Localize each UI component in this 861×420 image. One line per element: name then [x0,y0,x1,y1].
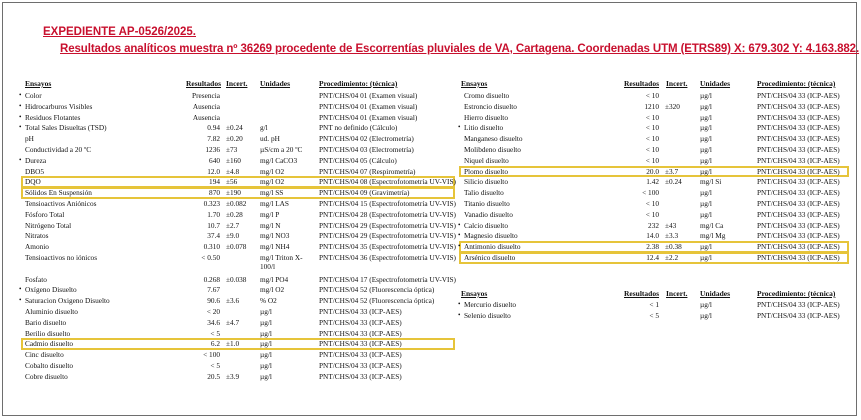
uncertainty-value: ±0.038 [226,274,247,284]
analyte-name: Color [25,91,42,100]
bullet-marker: • [458,300,461,308]
uncertainty-value: ±3.3 [665,231,679,241]
analyte-name: Arsénico disuelto [464,253,516,262]
bullet-marker: • [19,296,22,305]
unit-value: mg/l O2 [260,285,285,295]
result-value: 14.0 [646,231,659,241]
result-value: 1236 [205,145,220,154]
bullet-marker: • [19,155,22,164]
result-value: < 5 [649,311,659,320]
bullet-marker: • [19,101,22,110]
analyte-name: Niquel disuelto [464,155,509,165]
procedure-value: PNT/CHS/04 02 (Electrometría) [319,134,414,144]
result-value: 2.38 [646,242,659,252]
bullet-marker: • [458,242,461,251]
analyte-name: Amonio [25,242,49,252]
uncertainty-value: ±43 [665,220,677,230]
unit-value: µg/l [700,188,712,198]
analyte-name: Antimonio disuelto [464,242,521,252]
result-value: < 100 [203,350,220,360]
uncertainty-value: ±4.7 [226,317,240,327]
analyte-name: Sólidos En Suspensión [25,188,92,198]
analyte-name: Talio disuelto [464,188,504,198]
procedure-value: PNT/CHS/04 36 (Espectrofotometría UV-VIS) [319,253,456,262]
analyte-name: Conductividad a 20 ºC [25,145,92,154]
uncertainty-value: ±160 [226,155,241,165]
analyte-name: Titanio disuelto [464,199,510,208]
procedure-value: PNT/CHS/04 01 (Examen visual) [319,101,418,111]
bullet-marker: • [19,123,22,132]
bullet-marker: • [19,112,22,121]
analyte-name: Total Sales Disueltas (TSD) [25,123,107,133]
uncertainty-value: ±4.8 [226,166,240,176]
result-value: 0.94 [207,123,220,133]
uncertainty-value: ±2.7 [226,220,240,230]
analyte-name: Hidrocarburos Visibles [25,101,93,111]
left-header-resultados: Resultados [186,79,222,88]
right-header-unidades: Unidades [700,79,731,88]
document-frame [2,2,860,416]
procedure-value: PNT/CHS/04 17 (Espectrofotometría UV-VIS) [319,274,456,284]
unit-value: mg/l PO4 [260,274,289,284]
result-value: < 10 [645,134,659,144]
procedure-value: PNT/CHS/04 33 (ICP-AES) [757,220,840,230]
procedure-value: PNT/CHS/04 33 (ICP-AES) [319,328,402,338]
result-value: 12.4 [646,253,659,262]
procedure-value: PNT/CHS/04 15 (Espectrofotometría UV-VIS) [319,199,456,208]
procedure-value: PNT/CHS/04 33 (ICP-AES) [757,231,840,241]
result-value: < 10 [645,209,659,219]
analyte-name: Residuos Flotantes [25,112,81,122]
result-value: 90.6 [207,296,220,306]
analyte-name: DQO [25,177,41,187]
analyte-name: Aluminio disuelto [25,307,78,316]
analyte-name: Selenio disuelto [464,311,511,320]
uncertainty-value: ±320 [665,101,680,111]
procedure-value: PNT/CHS/04 33 (ICP-AES) [757,166,840,176]
analyte-name: Magnesio disuelto [464,231,518,241]
uncertainty-value: ±190 [226,188,241,198]
analyte-name: Fósforo Total [25,209,65,219]
procedure-value: PNT/CHS/04 07 (Respirometría) [319,166,416,176]
procedure-value: PNT/CHS/04 33 (ICP-AES) [757,177,840,187]
analyte-name: Cromo disuelto [464,91,510,100]
analyte-name: Cobre disuelto [25,371,68,381]
analyte-name: Dureza [25,155,47,165]
unit-value: µg/l [260,328,272,338]
bullet-marker: • [458,231,461,240]
unit-value: µg/l [260,361,272,370]
unit-value: mg/l O2 [260,177,285,187]
unit-value: mg/l P [260,209,280,219]
uncertainty-value: ±0.38 [665,242,682,252]
uncertainty-value: ±3.7 [665,166,679,176]
result-value: Presencia [192,91,220,100]
analyte-name: Estroncio disuelto [464,101,517,111]
procedure-value: PNT/CHS/04 29 (Espectrofotometría UV-VIS) [319,220,456,230]
unit-value: µS/cm a 20 ºC [260,145,303,154]
procedure-value: PNT/CHS/04 29 (Espectrofotometría UV-VIS) [319,231,456,241]
result-value: < 10 [645,91,659,100]
unit-value: µg/l [700,253,712,262]
analyte-name: Silicio disuelto [464,177,508,187]
right-header-incert: Incert. [666,79,688,88]
procedure-value: PNT/CHS/04 33 (ICP-AES) [757,209,840,219]
procedure-value: PNT/CHS/04 33 (ICP-AES) [757,253,840,262]
uncertainty-value: ±9.0 [226,231,240,241]
unit-value: mg/l Mg [700,231,726,241]
sample-subtitle: Resultados analíticos muestra nº 36269 procedente de Escorrentías pluviales de VA, Cartagena. Coordenadas UTM (ETRS89) X: 679.302 Y: 4.163.882. [60,43,860,55]
uncertainty-value: ±0.082 [226,199,247,208]
analyte-name: Vanadio disuelto [464,209,513,219]
procedure-value: PNT/CHS/04 33 (ICP-AES) [757,134,840,144]
unit-value: µg/l [260,307,272,316]
result-value: 7.67 [207,285,220,295]
unit-value: % O2 [260,296,277,306]
result-value: 12.0 [207,166,220,176]
unit-value: µg/l [700,166,712,176]
result-value: 20.5 [207,371,220,381]
unit-value: µg/l [700,300,712,309]
result-value: 870 [209,188,220,198]
unit-value: mg/l Si [700,177,722,187]
unit-value: µg/l [700,91,712,100]
result-value: 34.6 [207,317,220,327]
unit-value: mg/l N [260,220,281,230]
procedure-value: PNT/CHS/04 33 (ICP-AES) [757,91,840,100]
result-value: 20.0 [646,166,659,176]
procedure-value: PNT/CHS/04 33 (ICP-AES) [319,307,402,316]
result-value: 640 [209,155,220,165]
unit-value: mg/l Triton X-100/l [260,253,303,271]
result-value: 7.82 [207,134,220,144]
right2-header-ensayos: Ensayos [461,289,488,298]
unit-value: µg/l [700,242,712,252]
result-value: 1.42 [646,177,659,187]
uncertainty-value: ±0.24 [665,177,682,187]
left-header-unidades: Unidades [260,79,291,88]
unit-value: µg/l [700,134,712,144]
procedure-value: PNT/CHS/04 33 (ICP-AES) [319,317,402,327]
right2-header-incert: Incert. [666,289,688,298]
result-value: 6.2 [210,339,220,349]
uncertainty-value: ±2.2 [665,253,679,262]
result-value: < 1 [649,300,659,309]
analyte-name: Bario disuelto [25,317,67,327]
result-value: < 100 [642,188,659,198]
unit-value: µg/l [260,317,272,327]
analyte-name: Nitratos [25,231,49,241]
procedure-value: PNT no definido (Cálculo) [319,123,398,133]
analyte-name: Cinc disuelto [25,350,64,360]
result-value: 1.70 [207,209,220,219]
procedure-value: PNT/CHS/04 33 (ICP-AES) [757,311,840,320]
analyte-name: Molibdeno disuelto [464,145,521,154]
unit-value: µg/l [700,199,712,208]
procedure-value: PNT/CHS/04 05 (Cálculo) [319,155,397,165]
procedure-value: PNT/CHS/04 33 (ICP-AES) [757,145,840,154]
unit-value: µg/l [260,350,272,360]
procedure-value: PNT/CHS/04 01 (Examen visual) [319,91,418,100]
uncertainty-value: ±56 [226,177,238,187]
result-value: < 10 [645,199,659,208]
right-header-ensayos: Ensayos [461,79,488,88]
right2-header-unidades: Unidades [700,289,731,298]
unit-value: mg/l NO3 [260,231,290,241]
left-header-incert: Incert. [226,79,248,88]
analyte-name: Tensioactivos no iónicos [25,253,98,262]
procedure-value: PNT/CHS/04 33 (ICP-AES) [757,123,840,133]
analyte-name: Hierro disuelto [464,112,508,122]
left-header-procedimiento: Procedimiento: (técnica) [319,79,398,88]
result-value: 194 [209,177,220,187]
analyte-name: Cadmio disuelto [25,339,74,349]
bullet-marker: • [458,220,461,229]
uncertainty-value: ±3.6 [226,296,240,306]
uncertainty-value: ±0.078 [226,242,247,252]
uncertainty-value: ±0.28 [226,209,243,219]
analyte-name: Oxígeno Disuelto [25,285,77,295]
analyte-name: Litio disuelto [464,123,504,133]
analyte-name: Berilio disuelto [25,328,71,338]
bullet-marker: • [19,91,22,99]
unit-value: mg/l SS [260,188,284,198]
unit-value: mg/l NH4 [260,242,290,252]
right2-header-resultados: Resultados [624,289,660,298]
unit-value: µg/l [700,123,712,133]
result-value: 1210 [644,101,659,111]
result-value: < 10 [645,112,659,122]
unit-value: mg/l LAS [260,199,289,208]
result-value: < 0.50 [201,253,220,262]
uncertainty-value: ±1.0 [226,339,240,349]
unit-value: µg/l [700,155,712,165]
uncertainty-value: ±0.20 [226,134,243,144]
bullet-marker: • [458,311,461,319]
procedure-value: PNT/CHS/04 09 (Gravimetría) [319,188,410,198]
uncertainty-value: ±3.9 [226,371,240,381]
unit-value: µg/l [700,101,712,111]
result-value: < 10 [645,155,659,165]
analyte-name: pH [25,134,34,144]
expediente-title: EXPEDIENTE AP-0526/2025. [43,26,196,38]
uncertainty-value: ±0.24 [226,123,243,133]
unit-value: µg/l [700,112,712,122]
bullet-marker: • [19,285,22,294]
unit-value: µg/l [260,339,272,349]
analyte-name: Mercurio disuelto [464,300,517,309]
unit-value: mg/l O2 [260,166,285,176]
analyte-name: Cobalto disuelto [25,361,74,370]
right2-header-procedimiento: Procedimiento: (técnica) [757,289,836,298]
result-value: 0.323 [203,199,220,208]
uncertainty-value: ±73 [226,145,238,154]
analyte-name: Saturacion Oxigeno Disuelto [25,296,110,306]
result-value: Ausencia [192,101,220,111]
unit-value: µg/l [260,371,272,381]
procedure-value: PNT/CHS/04 33 (ICP-AES) [757,188,840,198]
procedure-value: PNT/CHS/04 33 (ICP-AES) [757,242,840,252]
unit-value: ud. pH [260,134,280,144]
analyte-name: Plomo disuelto [464,166,508,176]
result-value: < 5 [210,361,220,370]
procedure-value: PNT/CHS/04 33 (ICP-AES) [757,101,840,111]
result-value: 10.7 [207,220,220,230]
unit-value: µg/l [700,209,712,219]
procedure-value: PNT/CHS/04 52 (Fluorescencia óptica) [319,296,435,306]
unit-value: mg/l CaCO3 [260,155,298,165]
result-value: 37.4 [207,231,220,241]
procedure-value: PNT/CHS/04 35 (Espectrofotometría UV-VIS) [319,242,456,252]
result-value: < 10 [645,145,659,154]
result-value: 0.310 [203,242,220,252]
unit-value: µg/l [700,311,712,320]
left-header-ensayos: Ensayos [25,79,52,88]
bullet-marker: • [458,123,461,132]
right-header-resultados: Resultados [624,79,660,88]
result-value: < 10 [645,123,659,133]
analyte-name: Nitrógeno Total [25,220,72,230]
procedure-value: PNT/CHS/04 33 (ICP-AES) [757,300,840,309]
procedure-value: PNT/CHS/04 33 (ICP-AES) [319,339,402,349]
procedure-value: PNT/CHS/04 33 (ICP-AES) [757,199,840,208]
procedure-value: PNT/CHS/04 03 (Electrometría) [319,145,414,154]
unit-value: mg/l Ca [700,220,724,230]
procedure-value: PNT/CHS/04 33 (ICP-AES) [757,112,840,122]
result-value: < 5 [210,328,220,338]
unit-value: µg/l [700,145,712,154]
analyte-name: Fosfato [25,274,47,284]
procedure-value: PNT/CHS/04 33 (ICP-AES) [319,350,402,360]
analyte-name: Calcio disuelto [464,220,508,230]
procedure-value: PNT/CHS/04 08 (Espectrofotometría UV-VIS) [319,177,456,187]
analyte-name: DBO5 [25,166,45,176]
result-value: Ausencia [192,112,220,122]
analyte-name: Manganeso disuelto [464,134,523,144]
result-value: 0.268 [203,274,220,284]
procedure-value: PNT/CHS/04 52 (Fluorescencia óptica) [319,285,435,295]
procedure-value: PNT/CHS/04 33 (ICP-AES) [319,361,402,370]
right-header-procedimiento: Procedimiento: (técnica) [757,79,836,88]
analyte-name: Tensioactivos Aniónicos [25,199,97,208]
procedure-value: PNT/CHS/04 33 (ICP-AES) [757,155,840,165]
result-value: 232 [648,220,659,230]
procedure-value: PNT/CHS/04 28 (Espectrofotometría UV-VIS) [319,209,456,219]
procedure-value: PNT/CHS/04 01 (Examen visual) [319,112,418,122]
result-value: < 20 [206,307,220,316]
unit-value: g/l [260,123,268,133]
procedure-value: PNT/CHS/04 33 (ICP-AES) [319,371,402,381]
